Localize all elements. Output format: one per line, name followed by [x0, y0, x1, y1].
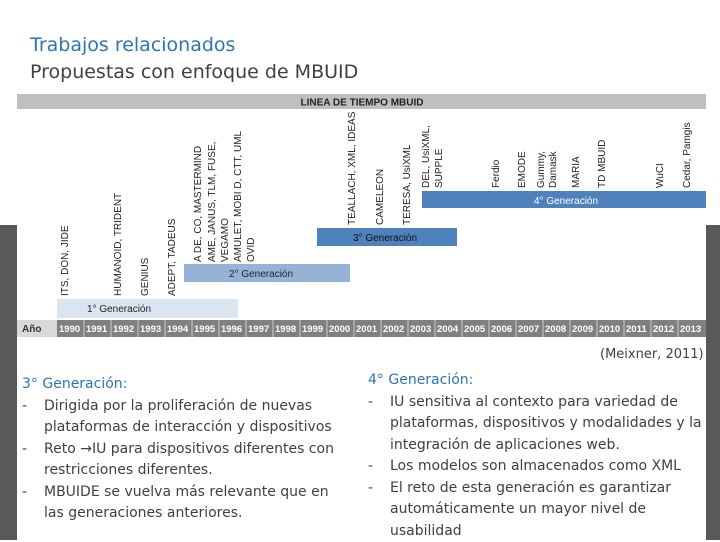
year-tick: 1999: [302, 324, 323, 335]
entry-amulet: AMULET, MOBI D, CTT, UML: [233, 130, 244, 262]
entry-del-usixml: DEL, UsiXML,: [421, 125, 432, 188]
year-tick: 1994: [167, 324, 189, 335]
generation-label-4: 4° Generación: [534, 196, 598, 207]
right-arrow-icon: →: [80, 439, 92, 461]
year-tick: 2001: [356, 324, 378, 335]
year-tick: 2012: [653, 324, 674, 335]
timeline-banner: LINEA DE TIEMPO MBUID: [301, 98, 424, 109]
mbuid-timeline-figure: [17, 94, 706, 337]
entry-adept: ADEPT, TADEUS: [167, 218, 178, 296]
year-tick: 2010: [599, 324, 620, 335]
citation: (Meixner, 2011): [600, 347, 704, 362]
fourth-generation-heading: 4° Generación:: [368, 370, 706, 392]
year-tick: 1995: [194, 324, 216, 335]
year-tick: 2013: [680, 324, 701, 335]
slide-subtitle: Propuestas con enfoque de MBUID: [30, 60, 358, 84]
year-tick: 1991: [86, 324, 108, 335]
entry-maria: MARIA: [571, 156, 582, 188]
entry-emode: EMODE: [517, 151, 528, 188]
fourth-generation-column: [368, 370, 706, 542]
year-tick: 2009: [572, 324, 593, 335]
entry-humanoid: HUMANOID, TRIDENT: [113, 193, 124, 296]
third-generation-column: [22, 374, 352, 525]
generation-label-1: 1° Generación: [87, 304, 151, 315]
entry-cedar-pamgis: Cedar, Pamgis: [682, 122, 693, 188]
entry-supple: SUPPLE: [434, 148, 445, 188]
fourth-generation-list: [368, 392, 706, 542]
list-item: - Los modelos son almacenados como XML: [368, 456, 706, 478]
year-axis-label: Año: [22, 324, 41, 335]
year-tick: 2005: [464, 324, 486, 335]
year-tick: 2004: [437, 324, 459, 335]
year-tick: 1990: [59, 324, 80, 335]
year-tick: 2003: [410, 324, 431, 335]
list-item: - Dirigida por la proliferación de nuevas plataformas de interacción y dispositivos: [22, 396, 352, 439]
entry-cameleon: CAMELEON: [375, 169, 386, 225]
year-tick: 1993: [140, 324, 161, 335]
entry-teallach: TEALLACH, XML, IDEAS: [347, 111, 358, 225]
year-tick: 2011: [626, 324, 647, 335]
entry-genius: GENIUS: [140, 257, 151, 296]
left-gray-strip: [0, 225, 17, 540]
year-tick: 2002: [383, 324, 404, 335]
list-item: - Reto →IU para dispositivos diferentes con restricciones diferentes.: [22, 439, 352, 482]
slide-title: Trabajos relacionados: [30, 33, 235, 57]
entry-ovid: OVID: [246, 238, 257, 262]
entry-td-mbuid: TD MBUID: [597, 140, 608, 188]
year-tick: 2006: [491, 324, 512, 335]
list-item: - El reto de esta generación es garantizar automáticamente un mayor nivel de usabilidad: [368, 478, 706, 542]
entry-janus: AME, JANUS, TLM, FUSE,: [207, 142, 218, 262]
entry-mastermind: A DE, CO, MASTERMIND: [193, 146, 204, 262]
entry-its: ITS, DON, JIDE: [60, 225, 71, 296]
right-gray-strip: [706, 225, 720, 540]
entry-wuci: WuCI: [655, 163, 666, 188]
third-generation-heading: 3° Generación:: [22, 374, 352, 396]
year-tick: 2008: [545, 324, 566, 335]
year-tick: 1998: [275, 324, 296, 335]
entry-gummy: Gummy,: [536, 151, 547, 188]
year-tick: 2007: [518, 324, 539, 335]
list-item: - MBUIDE se vuelva más relevante que en las generaciones anteriores.: [22, 482, 352, 525]
year-tick: 1997: [248, 324, 269, 335]
generation-label-3: 3° Generación: [353, 233, 417, 244]
year-tick: 1996: [221, 324, 242, 335]
year-tick: 2000: [329, 324, 350, 335]
entry-ferdio: Ferdio: [491, 159, 502, 188]
entry-vegamo: VEGAMO: [220, 218, 231, 262]
entry-teresa: TERESA, UsiXML: [402, 144, 413, 225]
entry-damask: Damask: [548, 150, 559, 188]
list-item: - IU sensitiva al contexto para variedad de plataformas, dispositivos y modalidades y la integración de aplicaciones web.: [368, 392, 706, 457]
third-generation-list: [22, 396, 352, 525]
generation-label-2: 2° Generación: [229, 269, 293, 280]
year-tick: 1992: [113, 324, 134, 335]
